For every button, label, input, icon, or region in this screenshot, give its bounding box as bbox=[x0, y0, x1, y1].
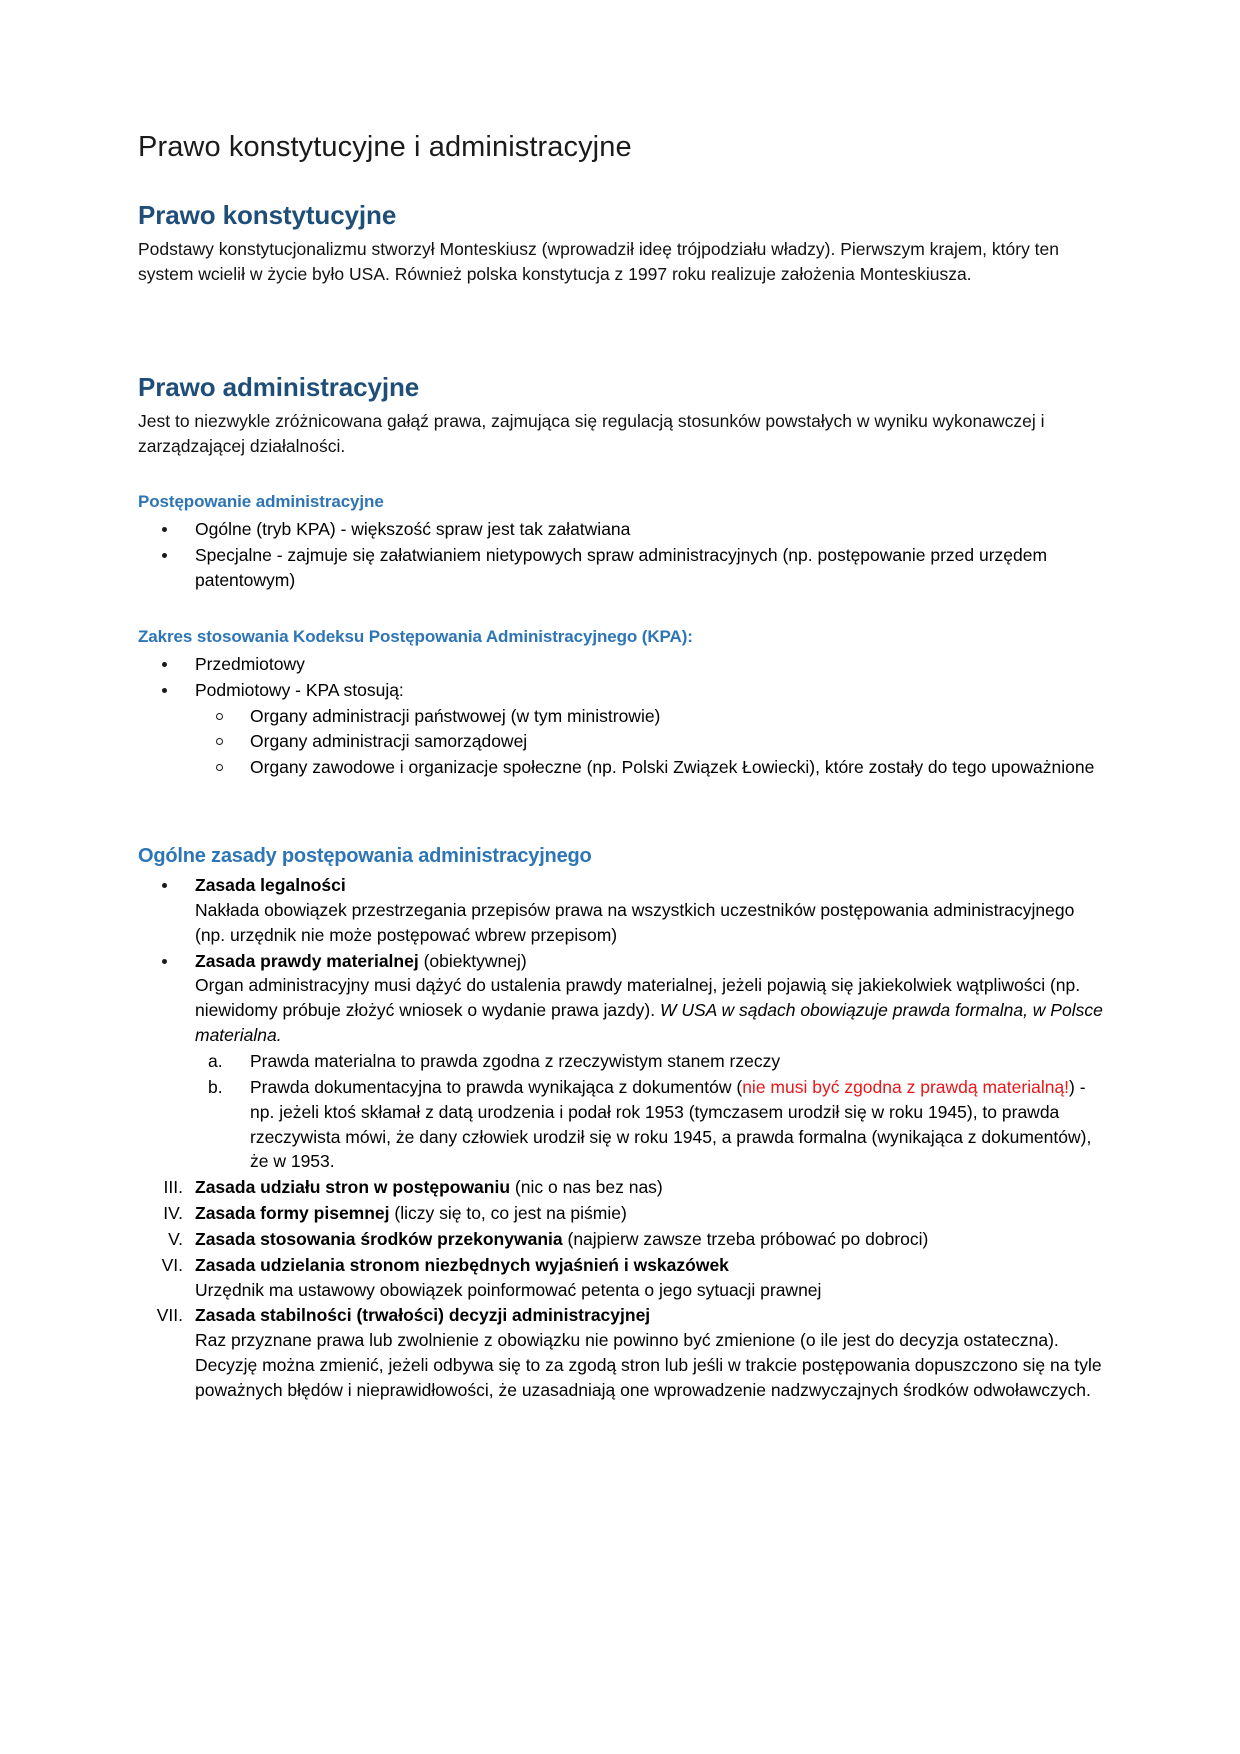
spacer bbox=[138, 459, 1103, 491]
principle-description: Urzędnik ma ustawowy obowiązek poinformować petenta o jego sytuacji prawnej bbox=[195, 1279, 822, 1300]
sub-list-item: Organy administracji państwowej (w tym ministrowie) bbox=[138, 704, 1103, 729]
subsection-heading-scope: Zakres stosowania Kodeksu Postępowania Administracyjnego (KPA): bbox=[138, 626, 693, 646]
list-marker: a. bbox=[208, 1051, 223, 1072]
list-item-principle-iv bbox=[138, 1201, 1103, 1226]
list-item-principle-vi bbox=[138, 1253, 1103, 1303]
list-marker: III. bbox=[163, 1177, 183, 1198]
list-item: Specjalne - zajmuje się załatwianiem nietypowych spraw administracyjnych (np. postępowanie przed urzędem patentowym) bbox=[138, 543, 1103, 593]
principle-suffix: (nic o nas bez nas) bbox=[510, 1177, 663, 1198]
list-item: Podmiotowy - KPA stosują: bbox=[138, 678, 1103, 703]
subsection-heading-principles: Ogólne zasady postępowania administracyjnego bbox=[138, 845, 592, 868]
list-principles bbox=[138, 873, 1103, 1048]
list-marker: IV. bbox=[163, 1203, 183, 1224]
principle-title: Zasada udziału stron w postępowaniu bbox=[195, 1177, 511, 1198]
list-marker: b. bbox=[208, 1076, 223, 1097]
sub-list-item: Organy administracji samorządowej bbox=[138, 729, 1103, 754]
list-item-text-after: ) - np. jeżeli ktoś skłamał z datą urodzenia i podał rok 1953 (tymczasem urodził się w roku 1945), to prawda rzeczywista mówi, że dany człowiek urodził się w roku 1945, a prawda formalna (wynikająca z dokumentów), że w 1953. bbox=[250, 1076, 1092, 1172]
principle-suffix: (liczy się to, co jest na piśmie) bbox=[389, 1203, 627, 1224]
spacer bbox=[138, 781, 1103, 843]
list-marker: VI. bbox=[161, 1254, 183, 1275]
sub-list-item: Organy zawodowe i organizacje społeczne (np. Polski Związek Łowiecki), które zostały do tego upoważnione bbox=[138, 755, 1103, 780]
page-title: Prawo konstytucyjne i administracyjne bbox=[138, 131, 632, 163]
principle-title-suffix: (obiektywnej) bbox=[418, 950, 527, 971]
list-item-principle-legality bbox=[138, 873, 1103, 948]
list-truth-types bbox=[138, 1049, 1103, 1174]
document-content bbox=[138, 130, 1103, 1404]
principle-description-italic: W USA w sądach obowiązuje prawda formalna, w Polsce materialna. bbox=[195, 1000, 1103, 1046]
spacer bbox=[138, 287, 1103, 357]
list-scope bbox=[138, 652, 1103, 780]
list-marker: VII. bbox=[156, 1305, 183, 1326]
principle-title: Zasada prawdy materialnej bbox=[195, 950, 419, 971]
principle-title: Zasada stosowania środków przekonywania bbox=[195, 1228, 563, 1249]
principle-description: Nakłada obowiązek przestrzegania przepisów prawa na wszystkich uczestników postępowania administracyjnego (np. urzędnik nie może postępować wbrew przepisom) bbox=[195, 899, 1075, 945]
list-item-principle-material-truth bbox=[138, 949, 1103, 1048]
principle-title: Zasada stabilności (trwałości) decyzji administracyjnej bbox=[195, 1305, 651, 1326]
list-marker: V. bbox=[168, 1228, 183, 1249]
list-item-principle-iii bbox=[138, 1175, 1103, 1200]
spacer bbox=[138, 357, 1103, 371]
principle-description: Raz przyznane prawa lub zwolnienie z obowiązku nie powinno być zmienione (o ile jest do decyzja ostateczna). Decyzję można zmienić, jeżeli odbywa się to za zgodą stron lub jeśli w trakcie postępowania dopuszczono się na tyle poważnych błędów i nieprawidłowości, że uzasadniają one wprowadzenie nadzwyczajnych środków odwoławczych. bbox=[195, 1330, 1102, 1400]
list-principles-numbered bbox=[138, 1175, 1103, 1403]
paragraph-administrative: Jest to niezwykle zróżnicowana gałąź prawa, zajmująca się regulacją stosunków powstałych w wyniku wykonawczej i zarządzającej działalności. bbox=[138, 411, 1045, 457]
list-item: Ogólne (tryb KPA) - większość spraw jest tak załatwiana bbox=[138, 517, 1103, 542]
principle-suffix: (najpierw zawsze trzeba próbować po dobroci) bbox=[562, 1228, 929, 1249]
list-item-text-before: Prawda dokumentacyjna to prawda wynikająca z dokumentów ( bbox=[250, 1076, 743, 1097]
list-item-text: Prawda materialna to prawda zgodna z rzeczywistym stanem rzeczy bbox=[250, 1051, 781, 1072]
principle-title: Zasada legalności bbox=[195, 875, 346, 896]
list-proceedings bbox=[138, 517, 1103, 593]
list-item-principle-vii bbox=[138, 1303, 1103, 1402]
subsection-heading-proceedings: Postępowanie administracyjne bbox=[138, 492, 384, 512]
section-heading-administrative: Prawo administracyjne bbox=[138, 371, 420, 402]
list-item: Przedmiotowy bbox=[138, 652, 1103, 677]
list-item-truth-documentary bbox=[138, 1075, 1103, 1174]
principle-title: Zasada udzielania stronom niezbędnych wyjaśnień i wskazówek bbox=[195, 1254, 729, 1275]
spacer bbox=[138, 594, 1103, 626]
principle-description: Organ administracyjny musi dążyć do ustalenia prawdy materialnej, jeżeli pojawią się jakiekolwiek wątpliwości (np. niewidomy próbuje złożyć wniosek o wydanie prawa jazdy). bbox=[195, 975, 1081, 1021]
principle-title: Zasada formy pisemnej bbox=[195, 1203, 390, 1224]
paragraph-constitutional: Podstawy konstytucjonalizmu stworzył Monteskiusz (wprowadził ideę trójpodziału władzy). Pierwszym krajem, który ten system wcielił w życie było USA. Również polska konstytucja z 1997 roku realizuje założenia Monteskiusza. bbox=[138, 239, 1060, 285]
highlighted-text: nie musi być zgodna z prawdą materialną! bbox=[742, 1076, 1070, 1097]
section-heading-constitutional: Prawo konstytucyjne bbox=[138, 199, 397, 230]
list-item-truth-material bbox=[138, 1049, 1103, 1074]
list-item-principle-v bbox=[138, 1227, 1103, 1252]
